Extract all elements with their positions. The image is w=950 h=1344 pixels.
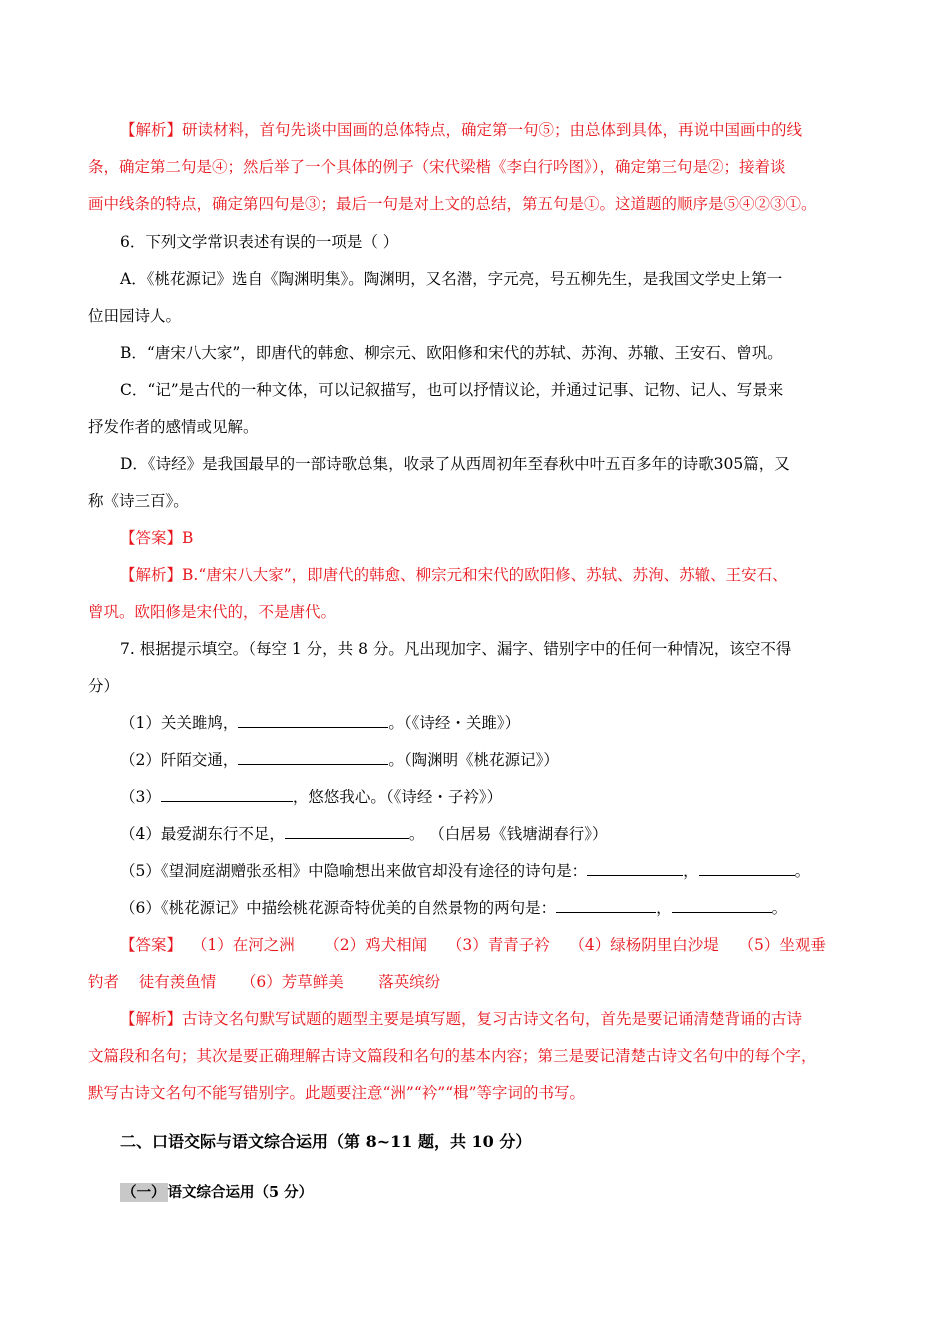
section-2-title: 二、口语交际与语文综合运用（第 8~11 题，共 10 分）: [120, 1132, 532, 1151]
blank: [672, 898, 772, 913]
q6-analysis-line-1: 【解析】B.“唐宋八大家”，即唐代的韩愈、柳宗元和宋代的欧阳修、苏轼、苏洵、苏辙、王安石、: [120, 566, 788, 584]
q7-analysis-line-3: 默写古诗文名句不能写错别字。此题要注意“洲”“衿”“楫”等字词的书写。: [88, 1084, 586, 1102]
q7-answer-line-1: 【答案】 （1）在河之洲 （2）鸡犬相闻 （3）青青子衿 （4）绿杨阴里白沙堤 （5）坐观垂: [120, 936, 826, 954]
q6-option-b: B．“唐宋八大家”，即唐代的韩愈、柳宗元、欧阳修和宋代的苏轼、苏洵、苏辙、王安石、曾巩。: [120, 344, 783, 362]
answer-tag: 【答案】: [120, 529, 183, 547]
answer-tag: 【答案】: [120, 936, 183, 954]
q6-option-d-line-2: 称《诗三百》。: [88, 492, 189, 510]
blank: [238, 713, 388, 728]
q7-item-2: （2）阡陌交通， 。（陶渊明《桃花源记》）: [120, 751, 559, 769]
question-7-stem-line-2: 分）: [88, 677, 120, 695]
q7-item-1: （1）关关雎鸠， 。（《诗经・关雎》）: [120, 714, 521, 732]
blank: [238, 750, 388, 765]
blank: [161, 787, 293, 802]
q7-item-4: （4）最爱湖东行不足， 。 （白居易《钱塘湖春行》）: [120, 825, 608, 843]
blank: [285, 824, 409, 839]
subsection-heading: [120, 1183, 313, 1203]
q7-analysis-line-1: 【解析】古诗文名句默写试题的题型主要是填写题，复习古诗文名句，首先是要记诵清楚背诵的古诗: [120, 1010, 803, 1028]
q6-option-d-line-1: D．《诗经》是我国最早的一部诗歌总集，收录了从西周初年至春秋中叶五百多年的诗歌305篇，又: [120, 455, 790, 473]
q6-option-c-line-2: 抒发作者的感情或见解。: [88, 418, 259, 436]
analysis-q5-line-2: 条，确定第二句是④；然后举了一个具体的例子（宋代梁楷《李白行吟图》），确定第三句是②；接着谈: [88, 158, 786, 176]
q6-option-c-line-1: C．“记”是古代的一种文体，可以记叙描写，也可以抒情议论，并通过记事、记物、记人、写景来: [120, 381, 784, 399]
q6-option-a-line-2: 位田园诗人。: [88, 307, 182, 325]
q6-analysis-line-2: 曾巩。欧阳修是宋代的，不是唐代。: [88, 603, 337, 621]
analysis-tag: 【解析】: [120, 566, 183, 584]
q7-item-6: （6）《桃花源记》中描绘桃花源奇特优美的自然景物的两句是： ， 。: [120, 899, 788, 917]
q7-answer-line-2: 钓者 徒有羡鱼情 （6）芳草鲜美 落英缤纷: [88, 973, 441, 991]
q7-analysis-line-2: 文篇段和名句；其次是要正确理解古诗文篇段和名句的基本内容；第三是要记清楚古诗文名句中的每个字，: [88, 1047, 817, 1065]
question-6-stem: 6．下列文学常识表述有误的一项是（ ）: [120, 233, 399, 251]
q7-item-5: （5）《望洞庭湖赠张丞相》中隐喻想出来做官却没有途径的诗句是： ， 。: [120, 862, 811, 880]
q6-option-a-line-1: A．《桃花源记》选自《陶渊明集》。陶渊明，又名潜，字元亮，号五柳先生，是我国文学史上第一: [120, 270, 783, 288]
subsection-label: （一）: [122, 1184, 166, 1201]
q7-item-3: （3） ，悠悠我心。（《诗经・子衿》）: [120, 788, 503, 806]
analysis-tag: 【解析】: [120, 121, 183, 139]
question-7-stem-line-1: 7. 根据提示填空。（每空 1 分，共 8 分。凡出现加字、漏字、错别字中的任何一种情况，该空不得: [120, 640, 792, 658]
blank: [587, 861, 683, 876]
q6-answer: 【答案】B: [120, 529, 194, 547]
analysis-q5-line-3: 画中线条的特点，确定第四句是③；最后一句是对上文的总结，第五句是①。这道题的顺序是⑤④②③①。: [88, 195, 817, 213]
blank: [699, 861, 795, 876]
analysis-q5-line-1: 【解析】研读材料，首句先谈中国画的总体特点，确定第一句⑤；由总体到具体，再说中国画中的线: [120, 121, 803, 139]
blank: [556, 898, 656, 913]
subsection-title: 语文综合运用（5 分）: [167, 1184, 314, 1201]
analysis-tag: 【解析】: [120, 1010, 183, 1028]
